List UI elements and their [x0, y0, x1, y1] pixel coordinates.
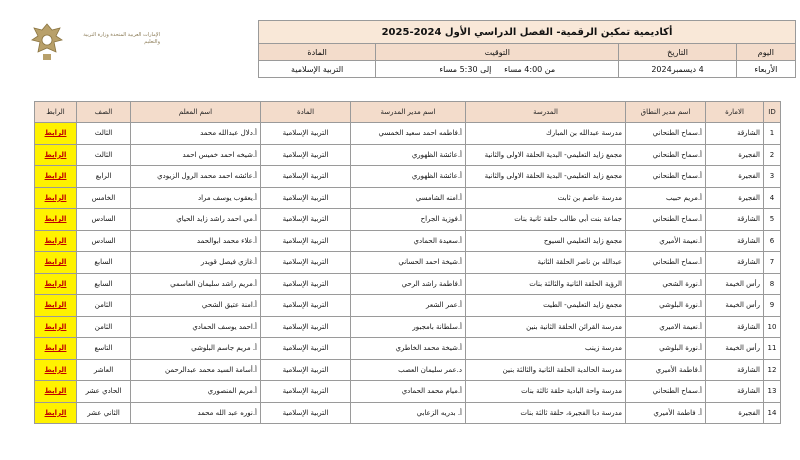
cell-emirate: رأس الخيمة — [706, 273, 764, 295]
cell-subject: التربية الإسلامية — [261, 187, 351, 209]
table-row — [35, 316, 781, 338]
table-row — [35, 187, 781, 209]
cell-manager: أ.نعيمة الأميري — [626, 230, 706, 252]
cell-grade: الثامن — [77, 316, 131, 338]
cell-manager: أ.فاطمة الأميري — [626, 359, 706, 381]
col-header-manager: اسم مدير النطاق — [626, 102, 706, 123]
cell-teacher: أ.أسامة السيد محمد عبدالرحمن — [131, 359, 261, 381]
cell-school: مدرسة دبا الفجيرة، حلقة ثالثة بنات — [466, 402, 626, 424]
table-row — [35, 144, 781, 166]
session-link[interactable]: الرابط — [35, 381, 77, 403]
cell-teacher: أ.مي احمد راشد زايد الحياي — [131, 209, 261, 231]
cell-id: 3 — [764, 166, 781, 188]
cell-id: 8 — [764, 273, 781, 295]
session-link[interactable]: الرابط — [35, 166, 77, 188]
session-link[interactable]: الرابط — [35, 252, 77, 274]
cell-subject: التربية الإسلامية — [261, 166, 351, 188]
cell-manager: أ.سماح الطنحاني — [626, 123, 706, 145]
table-row — [35, 166, 781, 188]
cell-teacher: أ.مريم راشد سليمان العاسمي — [131, 273, 261, 295]
cell-subject: التربية الإسلامية — [261, 338, 351, 360]
day-value: الأربعاء — [736, 61, 795, 78]
session-link[interactable]: الرابط — [35, 338, 77, 360]
cell-manager: أ.سماح الطنحاني — [626, 252, 706, 274]
cell-principal: أ.سعيدة الحمادي — [351, 230, 466, 252]
cell-id: 7 — [764, 252, 781, 274]
cell-grade: السادس — [77, 230, 131, 252]
cell-emirate: رأس الخيمة — [706, 338, 764, 360]
cell-principal: أ.فاطمه احمد سعيد الخمسي — [351, 123, 466, 145]
session-link[interactable]: الرابط — [35, 187, 77, 209]
session-link[interactable]: الرابط — [35, 273, 77, 295]
cell-emirate: الشارقة — [706, 381, 764, 403]
cell-emirate: الفجيرة — [706, 402, 764, 424]
table-row — [35, 123, 781, 145]
cell-principal: أ.فوزية الجراح — [351, 209, 466, 231]
cell-school: عبدالله بن ناصر الحلقة الثانية — [466, 252, 626, 274]
col-header-grade: الصف — [77, 102, 131, 123]
table-header-row — [35, 102, 781, 123]
cell-emirate: الشارقة — [706, 209, 764, 231]
cell-id: 1 — [764, 123, 781, 145]
cell-principal: أ.عائشة الظهوري — [351, 144, 466, 166]
cell-school: مدرسة الحالدية الحلقة الثانية والثالثة بنين — [466, 359, 626, 381]
session-link[interactable]: الرابط — [35, 123, 77, 145]
cell-teacher: أ.غازي فيصل قويدر — [131, 252, 261, 274]
col-header-emirate: الامارة — [706, 102, 764, 123]
cell-manager: أ.نورة البلوشي — [626, 338, 706, 360]
col-header-link: الرابط — [35, 102, 77, 123]
cell-school: الرؤية الحلقة الثانية والثالثة بنات — [466, 273, 626, 295]
cell-manager: أ.نورة الشحي — [626, 273, 706, 295]
cell-principal: أ.عمر الشعر — [351, 295, 466, 317]
cell-manager: أ.نعيمة الاميري — [626, 316, 706, 338]
cell-principal: أ.امنه الشامسي — [351, 187, 466, 209]
session-link[interactable]: الرابط — [35, 230, 77, 252]
time-to: إلى 5:30 مساء — [439, 64, 492, 74]
cell-grade: السابع — [77, 252, 131, 274]
cell-id: 5 — [764, 209, 781, 231]
cell-school: مدرسة عاصم بن ثابت — [466, 187, 626, 209]
session-link[interactable]: الرابط — [35, 209, 77, 231]
ministry-logo — [30, 22, 170, 62]
cell-subject: التربية الإسلامية — [261, 359, 351, 381]
cell-emirate: الفجيرة — [706, 144, 764, 166]
table-row — [35, 252, 781, 274]
cell-grade: الثامن — [77, 295, 131, 317]
time-label: التوقيت — [376, 44, 619, 61]
cell-id: 13 — [764, 381, 781, 403]
cell-manager: أ.سماح الطنحاني — [626, 209, 706, 231]
col-header-teacher: اسم المعلم — [131, 102, 261, 123]
cell-subject: التربية الإسلامية — [261, 381, 351, 403]
cell-subject: التربية الإسلامية — [261, 402, 351, 424]
cell-id: 12 — [764, 359, 781, 381]
cell-grade: التاسع — [77, 338, 131, 360]
subject-value: التربية الإسلامية — [259, 61, 376, 78]
schedule-table — [34, 101, 781, 424]
cell-emirate: الفجيرة — [706, 166, 764, 188]
cell-manager: أ.نورة البلوشي — [626, 295, 706, 317]
cell-school: مجمع زايد التعليمي- الطيت — [466, 295, 626, 317]
date-label: التاريخ — [619, 44, 736, 61]
table-row — [35, 338, 781, 360]
cell-teacher: أ.عائشه احمد محمد الرول الزيودي — [131, 166, 261, 188]
cell-emirate: الشارقة — [706, 230, 764, 252]
cell-manager: أ.مريم حبيب — [626, 187, 706, 209]
subject-label: المادة — [259, 44, 376, 61]
cell-school: مدرسة زينب — [466, 338, 626, 360]
cell-school: جماعة بنت أبي طالب حلقة ثانية بنات — [466, 209, 626, 231]
session-link[interactable]: الرابط — [35, 295, 77, 317]
cell-id: 9 — [764, 295, 781, 317]
session-link[interactable]: الرابط — [35, 402, 77, 424]
cell-principal: أ.شيخة محمد الخاطري — [351, 338, 466, 360]
cell-grade: الثالث — [77, 144, 131, 166]
cell-teacher: أ. مريم جاسم البلوشي — [131, 338, 261, 360]
cell-id: 10 — [764, 316, 781, 338]
cell-subject: التربية الإسلامية — [261, 230, 351, 252]
cell-teacher: أ.علاء محمد ابوالحمد — [131, 230, 261, 252]
page-title: أكاديمية تمكين الرقمية- الفصل الدراسي الأول 2024-2025 — [259, 21, 796, 44]
table-row — [35, 209, 781, 231]
cell-teacher: أ.امنة عتيق الشحي — [131, 295, 261, 317]
falcon-emblem-icon — [30, 22, 64, 62]
session-link[interactable]: الرابط — [35, 359, 77, 381]
cell-emirate: الشارقة — [706, 123, 764, 145]
cell-principal: أ.فاطمة راشد الرحي — [351, 273, 466, 295]
cell-teacher: أ.دلال عبدالله محمد — [131, 123, 261, 145]
table-row — [35, 273, 781, 295]
cell-teacher: أ.يعقوب يوسف مراد — [131, 187, 261, 209]
cell-subject: التربية الإسلامية — [261, 295, 351, 317]
cell-subject: التربية الإسلامية — [261, 252, 351, 274]
cell-manager: أ.سماح الطنحاني — [626, 381, 706, 403]
table-row — [35, 402, 781, 424]
cell-teacher: أ.احمد يوسف الحمادي — [131, 316, 261, 338]
cell-grade: العاشر — [77, 359, 131, 381]
cell-school: مجمع زايد التعليمي- البدية الحلقة الاولى والثانية — [466, 166, 626, 188]
cell-school: مدرسة عبدالله بن المبارك — [466, 123, 626, 145]
cell-id: 6 — [764, 230, 781, 252]
cell-principal: أ.شيخة احمد الحساني — [351, 252, 466, 274]
cell-grade: الحادي عشر — [77, 381, 131, 403]
cell-teacher: أ.نوره عبد الله محمد — [131, 402, 261, 424]
col-header-principal: اسم مدير المدرسة — [351, 102, 466, 123]
cell-school: مجمع زايد التعليمي- البدية الحلقة الاولى والثانية — [466, 144, 626, 166]
time-from: من 4:00 مساء — [504, 64, 556, 74]
cell-grade: الثاني عشر — [77, 402, 131, 424]
session-link[interactable]: الرابط — [35, 316, 77, 338]
table-row — [35, 359, 781, 381]
cell-teacher: أ.شيخه احمد خميس احمد — [131, 144, 261, 166]
cell-grade: الرابع — [77, 166, 131, 188]
cell-teacher: أ.مريم المنصوري — [131, 381, 261, 403]
cell-manager: أ.سماح الطنحاني — [626, 166, 706, 188]
cell-emirate: الشارقة — [706, 252, 764, 274]
cell-principal: د.عمر سليمان العصب — [351, 359, 466, 381]
col-header-id: ID — [764, 102, 781, 123]
cell-emirate: الفجيرة — [706, 187, 764, 209]
cell-emirate: رأس الخيمة — [706, 295, 764, 317]
cell-principal: أ.سلطانة بامجبور — [351, 316, 466, 338]
cell-subject: التربية الإسلامية — [261, 273, 351, 295]
col-header-school: المدرسة — [466, 102, 626, 123]
cell-principal: أ. بدريه الزعابي — [351, 402, 466, 424]
cell-subject: التربية الإسلامية — [261, 316, 351, 338]
date-value: 4 ديسمبر2024 — [619, 61, 736, 78]
cell-principal: أ.ميام محمد الحمادي — [351, 381, 466, 403]
cell-id: 4 — [764, 187, 781, 209]
cell-emirate: الشارقة — [706, 359, 764, 381]
cell-grade: الخامس — [77, 187, 131, 209]
cell-school: مدرسة واحة البادية حلقة ثالثة بنات — [466, 381, 626, 403]
time-value — [376, 61, 619, 78]
cell-manager: أ. فاطمة الأميري — [626, 402, 706, 424]
cell-manager: أ.سماح الطنحاني — [626, 144, 706, 166]
cell-principal: أ.عائشة الظهوري — [351, 166, 466, 188]
day-label: اليوم — [736, 44, 795, 61]
cell-id: 11 — [764, 338, 781, 360]
cell-subject: التربية الإسلامية — [261, 144, 351, 166]
table-row — [35, 295, 781, 317]
cell-id: 2 — [764, 144, 781, 166]
cell-subject: التربية الإسلامية — [261, 209, 351, 231]
ministry-name: الإمارات العربية المتحدة وزارة التربية والتعليم — [83, 32, 160, 45]
table-row — [35, 381, 781, 403]
col-header-subject: المادة — [261, 102, 351, 123]
cell-emirate: الشارقة — [706, 316, 764, 338]
cell-grade: السادس — [77, 209, 131, 231]
table-row — [35, 230, 781, 252]
cell-subject: التربية الإسلامية — [261, 123, 351, 145]
session-info-table — [258, 20, 796, 78]
cell-school: مجمع زايد التعليمي السيوح — [466, 230, 626, 252]
cell-grade: السابع — [77, 273, 131, 295]
cell-id: 14 — [764, 402, 781, 424]
cell-school: مدرسة القرائن الحلقة الثانية بنين — [466, 316, 626, 338]
cell-grade: الثالث — [77, 123, 131, 145]
session-link[interactable]: الرابط — [35, 144, 77, 166]
